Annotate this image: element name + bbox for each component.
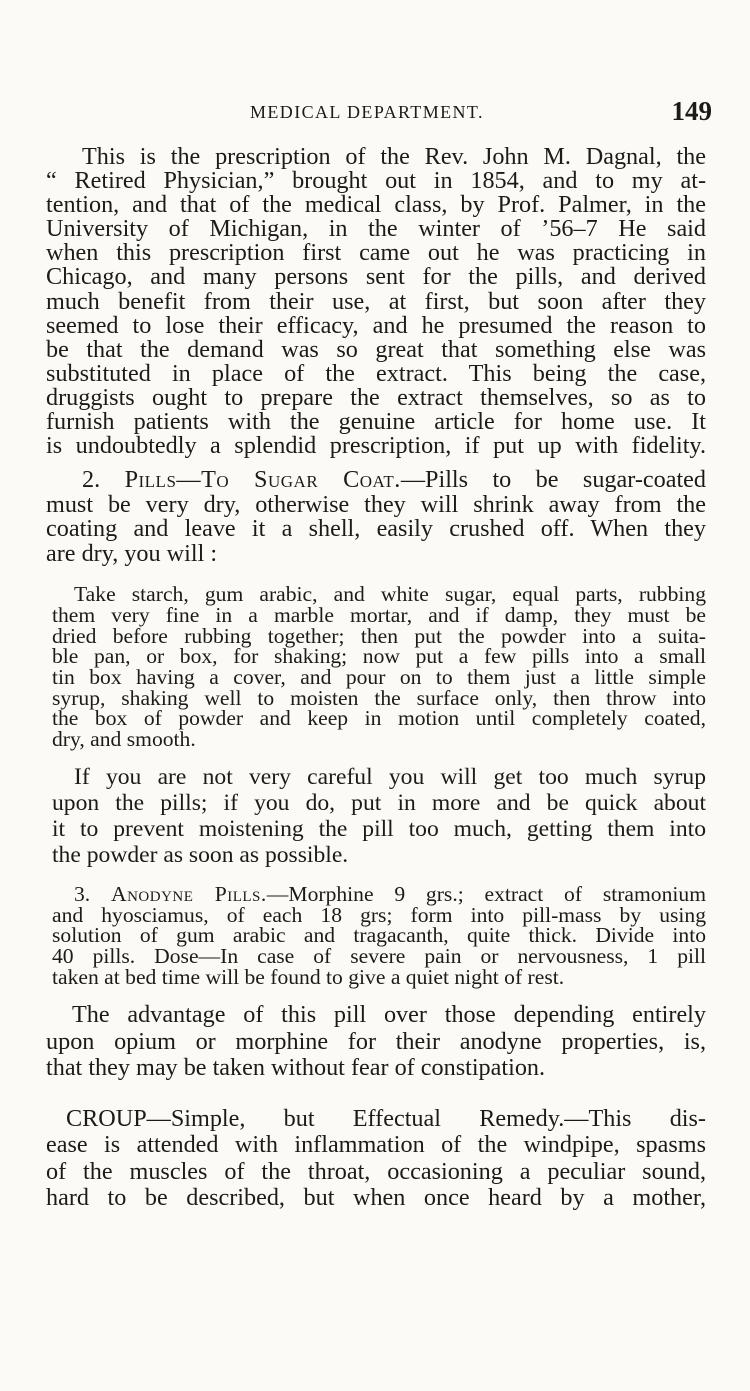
text-line: tention, and that of the medical class, by Prof. Palmer, in the xyxy=(46,191,706,219)
text-fragment: —Pills to be sugar-coated xyxy=(400,466,707,494)
text-line: them very fine in a marble mortar, and if damp, they must be xyxy=(52,602,706,627)
page-number: 149 xyxy=(671,96,712,126)
text-fragment: —This dis- xyxy=(564,1104,706,1132)
recipe-sugar-coat-pills xyxy=(46,468,706,566)
text-line xyxy=(46,468,706,493)
text-line xyxy=(46,1106,706,1133)
text-line: solution of gum arabic and tragacanth, quite thick. Divide into xyxy=(52,923,706,948)
text-line: “ Retired Physician,” brought out in 1854, and to my at- xyxy=(46,167,706,195)
body-text xyxy=(46,145,706,1212)
text-line: that they may be taken without fear of constipation. xyxy=(46,1054,546,1082)
text-line: ble pan, or box, for shaking; now put a few pills into a small xyxy=(52,644,706,669)
text-line: Take starch, gum arabic, and white sugar, equal parts, rubbing xyxy=(74,582,706,607)
text-line xyxy=(52,881,706,906)
text-line: it to prevent moistening the pill too much, getting them into xyxy=(52,815,706,842)
text-line: taken at bed time will be found to give a quiet night of rest. xyxy=(52,964,565,989)
recipe-title: Anodyne Pills. xyxy=(111,881,267,906)
text-line: the powder as soon as possible. xyxy=(52,841,349,868)
paragraph-dagnal-prescription xyxy=(46,145,706,458)
text-line: upon opium or morphine for their anodyne properties, is, xyxy=(46,1027,706,1055)
recipe-sugar-coat-caution xyxy=(52,764,706,868)
recipe-number: 2. xyxy=(82,466,101,494)
text-line: are dry, you will : xyxy=(46,539,218,567)
text-line: druggists ought to prepare the extract themselves, so as to xyxy=(46,383,706,411)
text-line: coating and leave it a shell, easily crushed off. When they xyxy=(46,515,706,543)
text-line: syrup, shaking well to moisten the surface only, then throw into xyxy=(52,685,706,710)
recipe-title: CROUP—Simple, but Effectual Remedy. xyxy=(66,1104,565,1132)
text-line: dry, and smooth. xyxy=(52,727,196,752)
text-fragment: —Morphine 9 grs.; extract of stramonium xyxy=(266,881,706,906)
text-line: University of Michigan, in the winter of ’56–7 He said xyxy=(46,215,706,243)
text-line: be that the demand was so great that something else was xyxy=(46,335,706,363)
text-line: If you are not very careful you will get too much syrup xyxy=(74,763,706,790)
text-line: and hyosciamus, of each 18 grs; form into pill-mass by using xyxy=(52,902,706,927)
recipe-anodyne-pills xyxy=(52,881,706,989)
text-line: must be very dry, otherwise they will shrink away from the xyxy=(46,490,706,518)
text-line: Chicago, and many persons sent for the pills, and derived xyxy=(46,263,706,291)
text-line: furnish patients with the genuine article for home use. It xyxy=(46,408,706,436)
text-line: dried before rubbing together; then put the powder into a suita- xyxy=(52,623,706,648)
text-line: when this prescription first came out he was practicing in xyxy=(46,239,706,267)
text-line: hard to be described, but when once heard by a mother, xyxy=(46,1184,706,1212)
text-line: This is the prescription of the Rev. John M. Dagnal, the xyxy=(82,143,706,170)
text-line: ease is attended with inflammation of the windpipe, spasms xyxy=(46,1131,706,1159)
recipe-sugar-coat-directions xyxy=(52,584,706,750)
text-line: upon the pills; if you do, put in more and be quick about xyxy=(52,789,706,816)
text-line: seemed to lose their efficacy, and he presumed the reason to xyxy=(46,311,706,339)
running-head: MEDICAL DEPARTMENT. xyxy=(250,102,484,122)
paragraph-anodyne-advantage xyxy=(46,1002,706,1082)
text-line: the box of powder and keep in motion until completely coated, xyxy=(52,706,706,731)
recipe-number: 3. xyxy=(74,881,91,906)
text-line: of the muscles of the throat, occasioning a peculiar sound, xyxy=(46,1157,706,1185)
text-line: substituted in place of the extract. This being the case, xyxy=(46,359,706,387)
text-line: 40 pills. Dose—In case of severe pain or nervousness, 1 pill xyxy=(52,943,706,968)
recipe-croup-remedy xyxy=(46,1106,706,1212)
text-line: The advantage of this pill over those depending entirely xyxy=(72,1001,706,1029)
page-header xyxy=(250,96,712,136)
text-line: much benefit from their use, at first, but soon after they xyxy=(46,287,706,315)
text-line: is undoubtedly a splendid prescription, if put up with fidelity. xyxy=(46,432,706,460)
text-line: tin box having a cover, and pour on to them just a little simple xyxy=(52,665,706,690)
recipe-title: Pills—To Sugar Coat. xyxy=(124,466,401,494)
